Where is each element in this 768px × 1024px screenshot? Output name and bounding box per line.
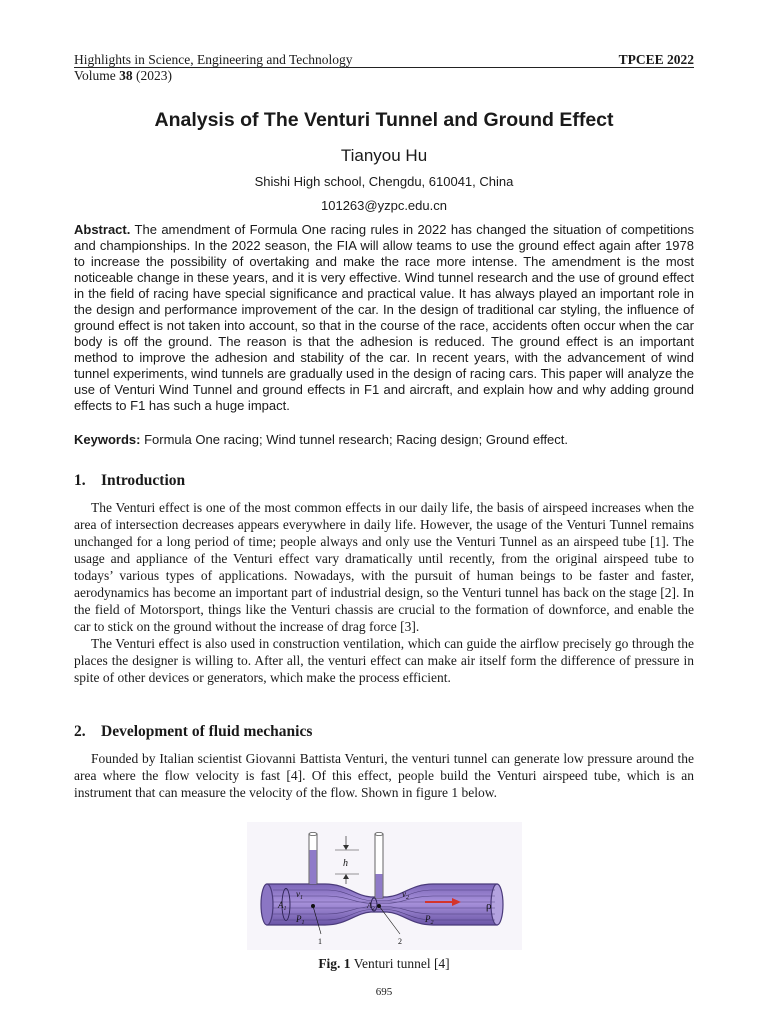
p1-label: P bbox=[296, 914, 302, 924]
caption-label: Fig. 1 bbox=[318, 956, 351, 971]
h-label: h bbox=[343, 858, 348, 869]
section-title: Development of fluid mechanics bbox=[101, 723, 313, 740]
a2-label: A bbox=[367, 901, 372, 910]
author-email: 101263@yzpc.edu.cn bbox=[321, 198, 447, 213]
keywords bbox=[74, 432, 694, 448]
journal-name: Highlights in Science, Engineering and Technology bbox=[74, 52, 353, 67]
introduction-body bbox=[74, 499, 694, 686]
page-number: 695 bbox=[375, 986, 393, 998]
figure-caption bbox=[0, 956, 768, 972]
v2-label: v bbox=[402, 889, 406, 899]
keywords-text: Formula One racing; Wind tunnel research; Racing design; Ground effect. bbox=[144, 432, 569, 447]
volume-line bbox=[74, 68, 353, 84]
paragraph: The Venturi effect is one of the most common effects in our daily life, the basis of airspeed increases when the area of intersection decreases appears everywhere in daily life. However, the usage of the Venturi Tunnel remains unchanged for a long period of time; people always and only use the Venturi Tunnel as an airspeed tube [1]. The usage and appliance of the Venturi effect vary dramatically until recently, from the original airspeed tube to todays’ various types of applications. Nowadays, with the pursuit of human beings to be faster and faster, aerodynamics has become an important part of industrial design, so the Venturi tunnel has back on the stage [2]. In the field of Motorsport, things like the Venturi chassis are crucial to the formation of downforce, and enable the car to stick on the ground without the increase of drag force [3]. bbox=[74, 500, 694, 634]
section-heading-fluid-mechanics bbox=[74, 723, 312, 741]
keywords-label: Keywords: bbox=[74, 432, 141, 447]
header-rule bbox=[74, 67, 694, 68]
section-title: Introduction bbox=[101, 472, 186, 489]
p2-subscript: 2 bbox=[430, 920, 434, 926]
a1-label: A bbox=[278, 900, 284, 910]
affiliation: Shishi High school, Chengdu, 610041, China bbox=[254, 174, 514, 189]
volume-year: (2023) bbox=[136, 68, 173, 83]
paragraph: Founded by Italian scientist Giovanni Battista Venturi, the venturi tunnel can generate low pressure around the area where the flow velocity is fast [4]. Of this effect, people build the Venturi airspeed tube, which is an instrument that can measure the velocity of the flow. Shown in figure 1 below. bbox=[74, 751, 694, 800]
point-2-label: 2 bbox=[398, 937, 402, 946]
author-name: Tianyou Hu bbox=[340, 146, 428, 165]
a1-subscript: 1 bbox=[283, 906, 287, 912]
running-header bbox=[74, 52, 353, 84]
point-1-label: 1 bbox=[318, 937, 322, 946]
abstract-text: The amendment of Formula One racing rules in 2022 has changed the situation of competitions and championships. In the 2022 season, the FIA will allow teams to use the ground effect again after 1978 to increase the possibility of overtaking and make the race more intense. The amendment is the most noticeable change in these years, and it is very effective. Wind tunnel research and the use of ground effect in the field of racing have special significance and practical value. It has always played an important role in the design and performance improvement of the car. In the design of traditional car styling, the influence of ground effect is not taken into account, so that in the course of the race, accidents often occur when the car body is off the ground. The reason is that the adhesion is reduced. The ground effect is an important method to improve the adhesion and stability of the car. In recent years, with the advancement of wind tunnel experiments, wind tunnels are gradually used in the design of racing cars. This paper will analyze the use of Venturi Wind Tunnel and ground effects in F1 and aircraft, and explain how and why adding ground effects to F1 has such a huge impact. bbox=[74, 222, 694, 413]
tube-inlet-end bbox=[261, 884, 273, 925]
volume-number: 38 bbox=[119, 68, 133, 83]
section-heading-introduction bbox=[74, 472, 185, 490]
abstract-label: Abstract. bbox=[74, 222, 131, 237]
conference-name: TPCEE 2022 bbox=[618, 52, 694, 67]
paragraph: The Venturi effect is also used in construction ventilation, which can guide the airflow precisely go through the places the designer is willing to. After all, the venturi effect can make air itself form the difference of pressure in spite of other devices or generators, which make the process efficient. bbox=[74, 636, 694, 685]
section-number: 1. bbox=[74, 472, 86, 489]
paper-title: Analysis of The Venturi Tunnel and Ground Effect bbox=[154, 109, 614, 131]
volume-prefix: Volume bbox=[74, 68, 116, 83]
caption-text: Venturi tunnel [4] bbox=[353, 956, 450, 971]
abstract bbox=[74, 222, 694, 414]
v1-subscript: 1 bbox=[300, 895, 303, 901]
p2-label: P bbox=[425, 914, 431, 924]
v1-label: v bbox=[296, 889, 300, 899]
p1-subscript: 1 bbox=[301, 920, 305, 926]
v2-subscript: 2 bbox=[406, 895, 409, 901]
a2-subscript: 2 bbox=[371, 906, 375, 912]
section-number: 2. bbox=[74, 723, 86, 740]
rho-label: ρ bbox=[486, 900, 492, 912]
venturi-tube-figure bbox=[247, 822, 522, 950]
